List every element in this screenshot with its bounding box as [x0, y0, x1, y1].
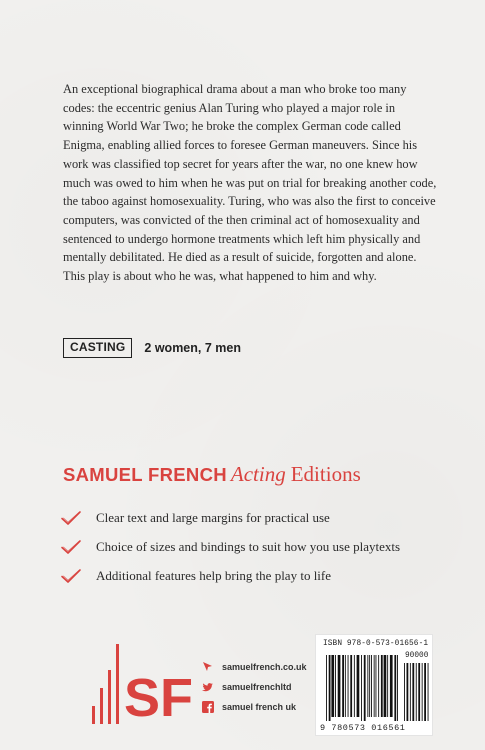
barcode-addon-bar	[407, 663, 409, 721]
feature-item	[60, 503, 400, 532]
feature-item	[60, 561, 400, 590]
barcode-addon-bar	[404, 663, 405, 721]
samuel-french-logo	[90, 636, 198, 726]
barcode-addon-bar	[422, 663, 423, 721]
barcode-bar	[397, 655, 398, 721]
price-code: 90000	[405, 652, 429, 660]
isbn-text: ISBN 978-0-573-01656-1	[323, 640, 429, 648]
barcode-bar	[387, 655, 388, 717]
series-heading	[63, 462, 361, 487]
barcode-bar	[335, 655, 336, 717]
contact-website[interactable]	[202, 657, 307, 677]
barcode-bar	[364, 655, 366, 721]
barcode-addon-bar	[428, 663, 429, 721]
feature-text: Choice of sizes and bindings to suit how you use playtexts	[96, 538, 401, 554]
barcode-bar	[374, 655, 375, 717]
barcode-bar	[348, 655, 349, 717]
barcode-bar	[394, 655, 396, 721]
barcode-addon-bar	[416, 663, 417, 721]
casting-value: 2 women, 7 men	[144, 341, 241, 355]
barcode-addon-bar	[424, 663, 426, 721]
cursor-icon	[202, 661, 214, 673]
barcode-bar	[329, 655, 331, 721]
barcode-bar	[342, 655, 344, 717]
series-brand: SAMUEL FRENCH	[63, 464, 227, 485]
casting-label: CASTING	[63, 338, 132, 358]
barcode-bar	[345, 655, 346, 717]
barcode-bar	[357, 655, 360, 717]
barcode-bar	[381, 655, 383, 717]
series-acting: Acting	[230, 462, 286, 486]
barcode-bar	[367, 655, 368, 717]
facebook-icon	[202, 701, 214, 713]
barcode-bar	[371, 655, 372, 717]
feature-list	[60, 503, 400, 590]
barcode-bar	[326, 655, 327, 721]
contact-twitter[interactable]	[202, 677, 307, 697]
twitter-text: samuelfrenchltd	[222, 682, 292, 692]
feature-item	[60, 532, 400, 561]
barcode-bar	[376, 655, 377, 717]
facebook-text: samuel french uk	[222, 702, 297, 712]
check-icon	[60, 568, 82, 584]
check-icon	[60, 510, 82, 526]
barcode-addon-bar	[418, 663, 420, 721]
barcode-bar	[361, 655, 362, 721]
barcode-bar	[384, 655, 387, 717]
barcode-bar	[331, 655, 334, 717]
barcode-bar	[354, 655, 355, 717]
barcode-bar	[378, 655, 379, 717]
twitter-icon	[202, 681, 214, 693]
website-text: samuelfrench.co.uk	[222, 662, 307, 672]
contact-facebook[interactable]	[202, 697, 307, 717]
barcode-addon-bar	[410, 663, 411, 721]
series-editions: Editions	[290, 462, 361, 486]
feature-text: Additional features help bring the play to life	[96, 567, 332, 583]
barcode-addon-bar	[412, 663, 414, 721]
barcode-bar	[369, 655, 370, 717]
synopsis-text: An exceptional biographical drama about a man who broke too many codes: the eccentric genius Alan Turing who played a major role in winning World War Two; he broke the complex German code called Enigma, enabling allied forces to foresee German maneuvers. Since his work was classified top secret for years after the war, no one knew how much was owed to him when he was put on trial for breaking another code, the taboo against homosexuality. Turing, who was also the first to conceive computers, was convicted of the then criminal act of homosexuality and sentenced to undergo hormone treatments which left him physically and mentally debilitated. He died as a result of suicide, forgotten and alone. This play is about who he was, what happened to him and why.	[63, 82, 437, 284]
logo-letters: SF	[124, 668, 194, 726]
feature-text: Clear text and large margins for practical use	[96, 509, 330, 525]
barcode-bar	[350, 655, 352, 717]
barcode-panel	[315, 634, 433, 736]
casting-row	[63, 338, 241, 358]
barcode-bar	[338, 655, 341, 717]
check-icon	[60, 539, 82, 555]
barcode-image	[320, 655, 430, 721]
contact-list	[202, 657, 307, 717]
barcode-bar	[390, 655, 393, 717]
ean-digits: 9 780573 016561	[320, 723, 406, 733]
